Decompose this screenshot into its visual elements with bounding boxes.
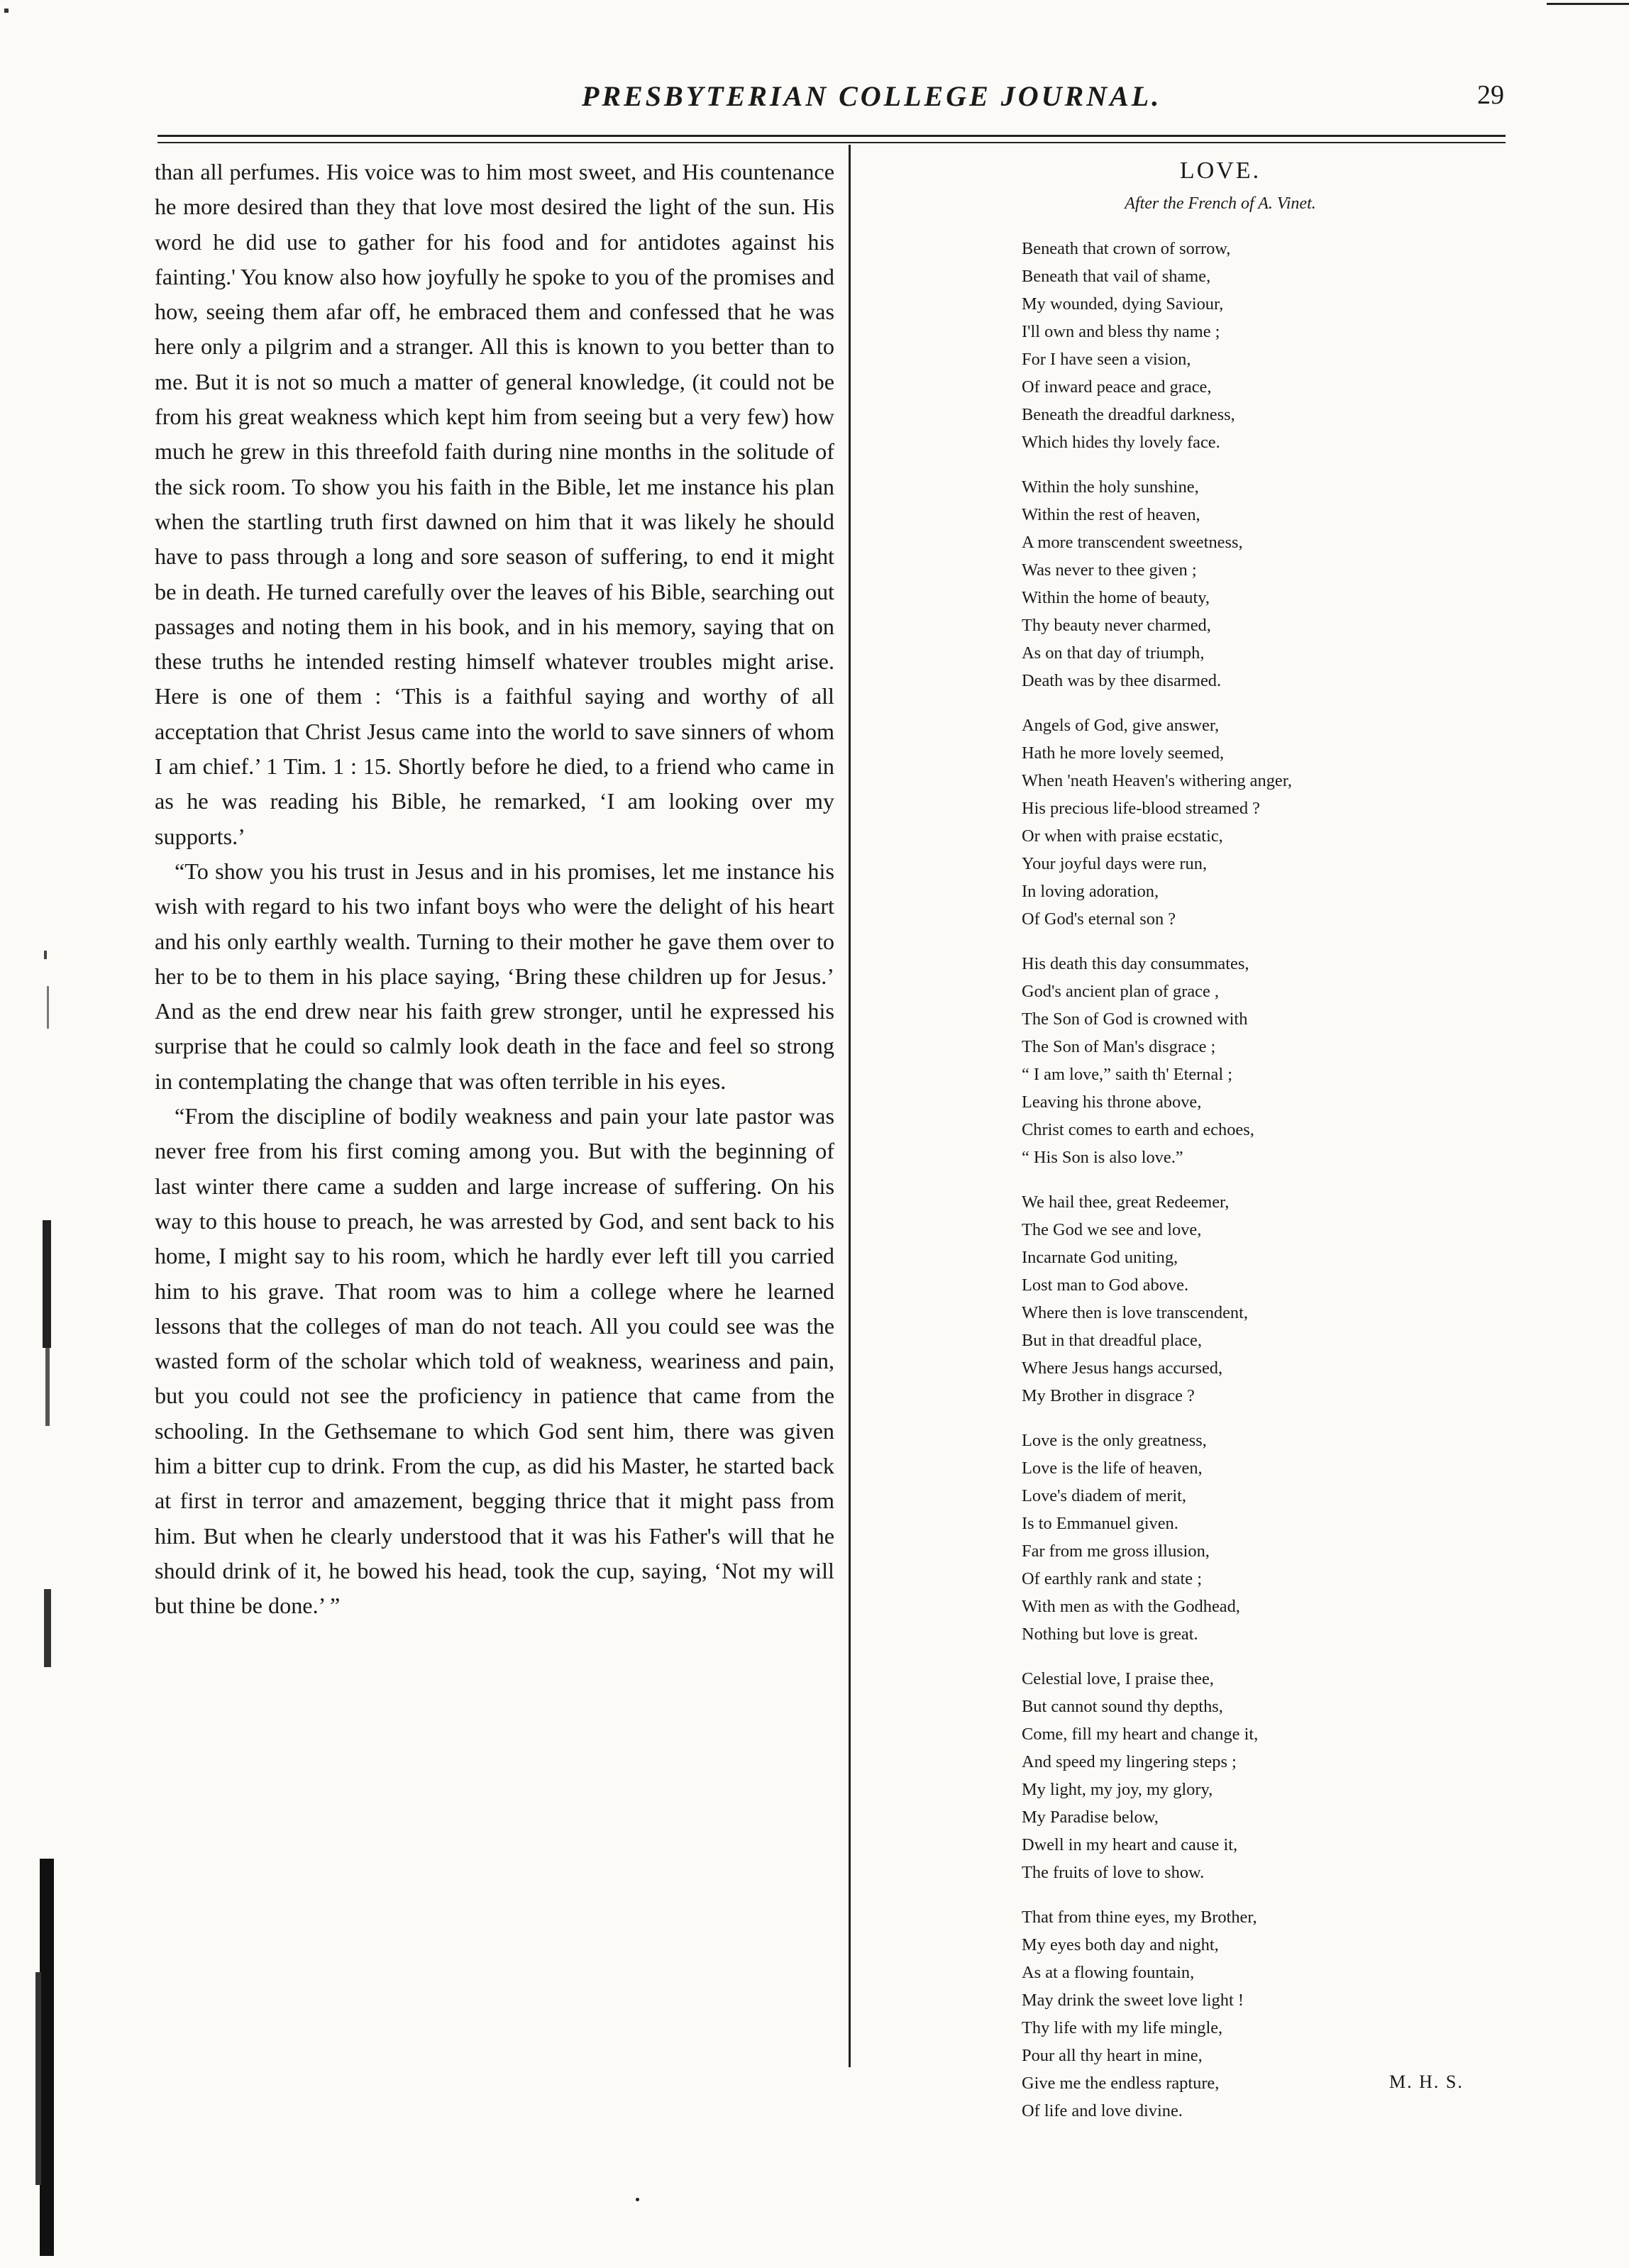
poem-line: Pour all thy heart in mine, [1022,2046,1203,2065]
poem-line: Within the holy sunshine, [1022,477,1199,497]
poem-subtitle: After the French of A. Vinet. [1125,194,1316,213]
poem-line: Hath he more lovely seemed, [1022,743,1225,763]
poem-line: Far from me gross illusion, [1022,1542,1210,1561]
poem-line: Love is the life of heaven, [1022,1459,1203,1478]
header-rule-top [158,135,1506,137]
poem-line: We hail thee, great Redeemer, [1022,1193,1230,1212]
poem-stanza [1022,712,1419,933]
page-speck [636,2198,639,2201]
article-paragraph: than all perfumes. His voice was to him most sweet, and His countenance he more desired than they that love most desired the light of the sun. His word he did use to gather for his food and for antidotes against his fainting.' You know also how joyfully he spoke to you of the promises and how, seeing them afar off, he embraced them and confessed that he was here only a pilgrim and a stranger. All this is known to you better than to me. But it is not so much a matter of general knowledge, (it could not be from his great weakness which kept him from seeing but a very few) how much he grew in this threefold faith during nine months in the solitude of the sick room. To show you his faith in the Bible, let me instance his plan when the startling truth first dawned on him that it was likely he should have to pass through a long and sore season of suffering, to end it might be in death. He turned carefully over the leaves of his Bible, searching out passages and noting them in his book, and in his memory, saying that on these truths he intended resting himself whatever troubles might arise. Here is one of them : ‘This is a faithful saying and worthy of all acceptation that Christ Jesus came into the world to save sinners of whom I am chief.’ 1 Tim. 1 : 15. Shortly before he died, to a friend who came in as he was reading his Bible, he remarked, ‘I am looking over my supports.’ [155,159,834,849]
poem-line: “ I am love,” saith th' Eternal ; [1022,1065,1232,1084]
poem-stanza [1022,1665,1419,1886]
top-edge-mark [1547,3,1629,5]
poem-line: As on that day of triumph, [1022,643,1205,663]
poem-line: Love's diadem of merit, [1022,1486,1186,1505]
poem-stanza [1022,235,1419,456]
poem-line: Of earthly rank and state ; [1022,1569,1202,1588]
page-number: 29 [1477,80,1504,110]
poem-line: But in that dreadful place, [1022,1331,1202,1350]
poem-line: Angels of God, give answer, [1022,716,1220,735]
poem-line: Within the rest of heaven, [1022,505,1200,524]
poem-line: Nothing but love is great. [1022,1625,1198,1644]
poem-stanza [1022,1427,1419,1648]
poem-line: “ His Son is also love.” [1022,1148,1183,1167]
article-column [155,155,834,1623]
article-paragraph: “From the discipline of bodily weakness and pain your late pastor was never free from his first coming among you. But with the beginning of last winter there came a sudden and large increase of suffering. On his way to this house to preach, he was arrested by God, and sent back to his home, I might say to his room, which he hardly ever left till you carried him to his grave. That room was to him a college where he learned lessons that the colleges of man do not teach. All you could see was the wasted form of the scholar which told of weakness, weariness and pain, but you could not see the proficiency in patience that came from the schooling. In the Gethsemane to which God sent him, there was given him a bitter cup to drink. From the cup, as did his Master, he started back at first in terror and amazement, begging thrice that it might pass from him. But when he clearly understood that it was his Father's will that he should drink of it, he bowed his head, took the cup, saying, ‘Not my will but thine be done.’ ” [155,1103,834,1619]
poem-line: Of life and love divine. [1022,2101,1183,2120]
poem-line: My wounded, dying Saviour, [1022,294,1224,314]
scan-edge-artifact-icon [0,0,64,2264]
poem-line: Lost man to God above. [1022,1276,1189,1295]
poem-line: The fruits of love to show. [1022,1863,1205,1882]
poem-line: That from thine eyes, my Brother, [1022,1908,1257,1927]
poem-line: With men as with the Godhead, [1022,1597,1240,1616]
poem-line: Your joyful days were run, [1022,854,1208,873]
poem-line: My Brother in disgrace ? [1022,1386,1195,1405]
poem-line: Beneath that crown of sorrow, [1022,239,1231,258]
poem-line: Was never to thee given ; [1022,560,1197,580]
poem-line: A more transcendent sweetness, [1022,533,1243,552]
poem-line: And speed my lingering steps ; [1022,1752,1237,1771]
poem-line: Beneath the dreadful darkness, [1022,405,1235,424]
poem-line: Come, fill my heart and change it, [1022,1725,1259,1744]
poem-line: Or when with praise ecstatic, [1022,826,1223,846]
poem-line: Within the home of beauty, [1022,588,1210,607]
poem-line: The Son of God is crowned with [1022,1009,1248,1029]
poem-line: Is to Emmanuel given. [1022,1514,1178,1533]
poem-line: May drink the sweet love light ! [1022,1991,1244,2010]
scan-margin-marks [0,0,64,2264]
poem-line: Christ comes to earth and echoes, [1022,1120,1254,1139]
poem-line: But cannot sound thy depths, [1022,1697,1223,1716]
poem-line: Where then is love transcendent, [1022,1303,1248,1322]
poem-line: His precious life-blood streamed ? [1022,799,1260,818]
poem-line: My light, my joy, my glory, [1022,1780,1213,1799]
poem-stanza [1022,950,1419,1171]
poem-line: Of inward peace and grace, [1022,377,1212,397]
header-rule-bottom [158,142,1506,143]
poem-line: Give me the endless rapture, [1022,2074,1220,2093]
poem-line: For I have seen a vision, [1022,350,1191,369]
article-paragraph: “To show you his trust in Jesus and in his promises, let me instance his wish with regard to his two infant boys who were the delight of his heart and his only earthly wealth. Turning to their mother he gave them over to her to be to them in his place saying, ‘Bring these children up for Jesus.’ And as the end drew near his faith grew stronger, until he expressed his surprise that he could so calmly look death in the face and feel so strong in contemplating the change that was often terrible in his eyes. [155,858,834,1094]
poem-line: My eyes both day and night, [1022,1935,1219,1954]
poem-line: When 'neath Heaven's withering anger, [1022,771,1292,790]
poem-line: Thy beauty never charmed, [1022,616,1211,635]
poem-line: Incarnate God uniting, [1022,1248,1178,1267]
poem-stanza [1022,473,1419,695]
poem-line: I'll own and bless thy name ; [1022,322,1220,341]
journal-title: PRESBYTERIAN COLLEGE JOURNAL. [582,80,1162,112]
poem-line: Death was by thee disarmed. [1022,671,1222,690]
poem-stanza [1022,1903,1419,2125]
poem-line: Dwell in my heart and cause it, [1022,1835,1238,1854]
poem-line: Beneath that vail of shame, [1022,267,1211,286]
poem-line: His death this day consummates, [1022,954,1249,973]
poem-line: As at a flowing fountain, [1022,1963,1195,1982]
poem-line: The God we see and love, [1022,1220,1202,1239]
poem-line: Leaving his throne above, [1022,1092,1202,1112]
poem-line: In loving adoration, [1022,882,1159,901]
poem-line: My Paradise below, [1022,1808,1159,1827]
poem-line: Love is the only greatness, [1022,1431,1207,1450]
page-header [156,79,1504,122]
poem-line: God's ancient plan of grace , [1022,982,1220,1001]
poem-line: The Son of Man's disgrace ; [1022,1037,1216,1056]
poem-column [1022,157,1419,2142]
poem-line: Celestial love, I praise thee, [1022,1669,1214,1688]
column-divider [849,145,851,2067]
poem-line: Which hides thy lovely face. [1022,433,1220,452]
poem-stanza [1022,1188,1419,1410]
poem-signature: M. H. S. [1389,2071,1464,2092]
poem-line: Of God's eternal son ? [1022,909,1176,929]
poem-stanzas [1022,235,1419,2125]
poem-line: Where Jesus hangs accursed, [1022,1359,1223,1378]
poem-title: LOVE. [1179,157,1261,184]
poem-line: Thy life with my life mingle, [1022,2018,1223,2037]
